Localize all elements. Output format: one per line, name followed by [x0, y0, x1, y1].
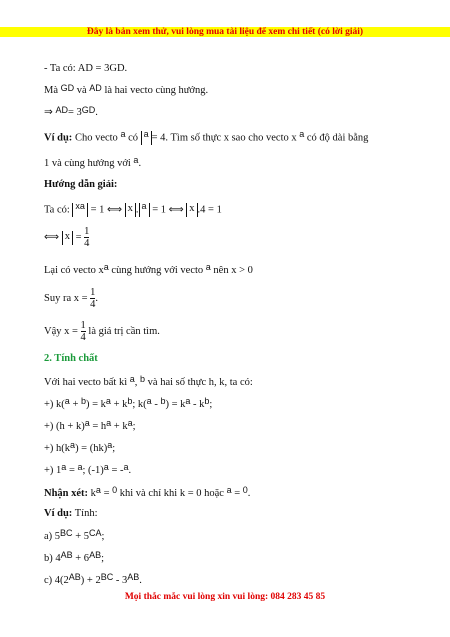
text: cùng hướng với vecto [111, 265, 204, 276]
vector-symbol: BC [60, 528, 73, 538]
contact-footer: Mọi thắc mắc vui lòng xin vui lòng: 084 283 45 85 [124, 592, 326, 602]
vector-symbol: a [105, 396, 111, 406]
property-3 [44, 442, 115, 455]
vector-symbol: 0 [242, 485, 248, 495]
vector-b: b [140, 374, 146, 384]
text: . [138, 158, 142, 169]
text: và [76, 85, 87, 96]
text: = h [89, 421, 107, 432]
example-label: Ví dụ: [44, 132, 73, 144]
equiv-symbol: ⟺ [44, 232, 60, 243]
vector-symbol: CA [88, 528, 102, 538]
text: + 5 [72, 531, 89, 542]
text: ; [112, 443, 116, 454]
text: = 1 ⟺ [90, 204, 123, 216]
vector-symbol: a [103, 462, 109, 472]
text: +) 1 [44, 465, 62, 476]
text: +) k( [44, 399, 65, 410]
text: . [95, 293, 99, 304]
text: Cho vecto [74, 132, 118, 144]
vector-a: a [133, 155, 139, 165]
text: - Ta có: AD = 3GD. [44, 63, 128, 74]
properties-intro [44, 376, 253, 389]
numerator: 1 [90, 287, 96, 298]
vector-ad: AD [89, 83, 102, 93]
text: ) + 2 [80, 575, 101, 586]
solution-conclusion [44, 320, 160, 343]
numerator: 1 [80, 320, 86, 331]
text: Với hai vecto bất kì [44, 377, 128, 388]
heading: 2. Tính chất [44, 353, 98, 364]
vector-symbol: a [107, 440, 113, 450]
vector-symbol: BC [100, 572, 114, 582]
text: +) (h + k) [44, 421, 85, 432]
vector-symbol: a [123, 462, 129, 472]
fraction-one-quarter [84, 226, 89, 249]
vector-a: a [129, 374, 135, 384]
vector-a: a [143, 129, 149, 139]
text: . [139, 575, 142, 586]
text: = [75, 232, 82, 243]
exercise-c [44, 574, 142, 587]
text: ; (-1) [82, 465, 104, 476]
vector-symbol: b [80, 396, 86, 406]
vector-symbol: a [127, 418, 133, 428]
vector-symbol: a [106, 418, 112, 428]
vector-symbol: b [204, 396, 210, 406]
text: ; [209, 399, 213, 410]
var-x: x [64, 230, 70, 242]
text: nên x > 0 [213, 265, 253, 276]
implies-symbol: ⇒ [44, 107, 53, 118]
abs-a [139, 203, 150, 217]
vector-gd: GD [60, 83, 75, 93]
text: ; k( [132, 399, 147, 410]
text: và hai số thực h, k, ta có: [147, 377, 253, 388]
text: - k [190, 399, 205, 410]
exercise-a [44, 530, 104, 543]
abs-x [62, 231, 73, 245]
denominator: 4 [80, 332, 86, 343]
vector-symbol: a [61, 462, 67, 472]
text: Tính: [74, 508, 98, 519]
abs-x [125, 203, 136, 217]
text: = 1 ⟺ [152, 204, 184, 216]
vector-a: a [103, 262, 109, 272]
vector-symbol: b [160, 396, 166, 406]
vector-xa: xa [75, 201, 85, 211]
vector-symbol: AB [127, 572, 140, 582]
text: có [128, 132, 138, 144]
solution-step-1 [44, 203, 222, 217]
line-same-direction [44, 84, 208, 97]
text: = [231, 488, 243, 499]
text: - 3 [113, 575, 128, 586]
remark [44, 487, 250, 500]
example-label: Ví dụ: [44, 508, 73, 519]
vector-gd: GD [81, 105, 96, 115]
solution-step-2 [44, 226, 89, 249]
text: = 4. Tìm số thực x sao cho vecto x [151, 132, 297, 144]
text: . [128, 465, 132, 476]
text: b) 4 [44, 553, 61, 564]
text: + [69, 399, 81, 410]
text: . [247, 488, 251, 499]
text: 1 và cùng hướng với [44, 158, 131, 169]
property-1 [44, 398, 212, 411]
vector-symbol: a [84, 418, 90, 428]
solution-step-4 [44, 287, 98, 310]
text: + 6 [72, 553, 90, 564]
var-x: x [127, 203, 133, 214]
text: +) h(k [44, 443, 71, 454]
vector-symbol: a [146, 396, 152, 406]
abs-a [141, 131, 152, 145]
text: là giá trị cần tìm. [88, 326, 160, 337]
text: k [88, 488, 96, 499]
preview-banner: Đây là bản xem thử, vui lòng mua tài liệu để xem chi tiết (có lời giải) [0, 27, 450, 37]
text: Suy ra x = [44, 293, 88, 304]
text: ) = k [165, 399, 186, 410]
text: . [135, 204, 139, 216]
vector-symbol: a [95, 485, 101, 495]
text: khi và chỉ khi k = 0 hoặc [117, 488, 227, 499]
vector-symbol: a [70, 440, 76, 450]
text: có độ dài bằng [306, 132, 369, 144]
text: = [100, 488, 113, 499]
text: = [66, 465, 78, 476]
text: . [95, 107, 98, 118]
exercise-b [44, 552, 104, 565]
text: ) = (hk) [75, 443, 108, 454]
example-1 [44, 131, 368, 145]
section-heading-properties [44, 352, 98, 365]
line-implies [44, 106, 98, 119]
text: Mà [44, 85, 58, 96]
abs-x [186, 203, 197, 217]
vector-symbol: a [226, 485, 232, 495]
text: .4 = 1 [197, 204, 222, 216]
vector-a: a [299, 129, 305, 140]
property-2 [44, 420, 136, 433]
line-ad-3gd [44, 62, 127, 75]
text: ; [132, 421, 136, 432]
example-1-cont [44, 157, 141, 170]
vector-a: a [120, 129, 126, 140]
fraction-one-quarter [81, 320, 86, 343]
text: Nhận xét: [44, 488, 89, 499]
text: - [151, 399, 161, 410]
text: = - [108, 465, 124, 476]
example-2 [44, 507, 98, 520]
text: + k [111, 421, 128, 432]
property-4 [44, 464, 131, 477]
vector-symbol: a [77, 462, 83, 472]
vector-symbol: AB [68, 572, 81, 582]
denominator: 4 [90, 299, 96, 310]
vector-symbol: a [185, 396, 191, 406]
text: c) 4(2 [44, 575, 69, 586]
vector-symbol: AB [60, 550, 73, 560]
vector-symbol: a [64, 396, 70, 406]
text: , [134, 377, 138, 388]
text: Ta có: [44, 204, 70, 216]
text: = 3 [67, 107, 82, 118]
text: là hai vecto cùng hướng. [104, 85, 209, 96]
text: ; [101, 553, 104, 564]
text: + k [110, 399, 128, 410]
text: ; [101, 531, 105, 542]
text: Lại có vecto x [44, 265, 104, 276]
text: Vậy x = [44, 326, 78, 337]
text: a) 5 [44, 531, 61, 542]
vector-a: a [205, 262, 211, 272]
var-x: x [189, 203, 195, 214]
vector-symbol: AB [89, 550, 102, 560]
text: ) = k [86, 399, 106, 410]
solution-step-3 [44, 264, 253, 277]
vector-symbol: b [127, 396, 133, 406]
denominator: 4 [84, 238, 90, 249]
numerator: 1 [84, 226, 90, 237]
vector-a: a [141, 201, 147, 211]
solution-heading [44, 178, 117, 191]
vector-ad: AD [55, 105, 68, 115]
abs-xa [72, 203, 88, 217]
vector-symbol: 0 [112, 485, 118, 495]
heading: Hướng dẫn giải: [44, 179, 118, 190]
